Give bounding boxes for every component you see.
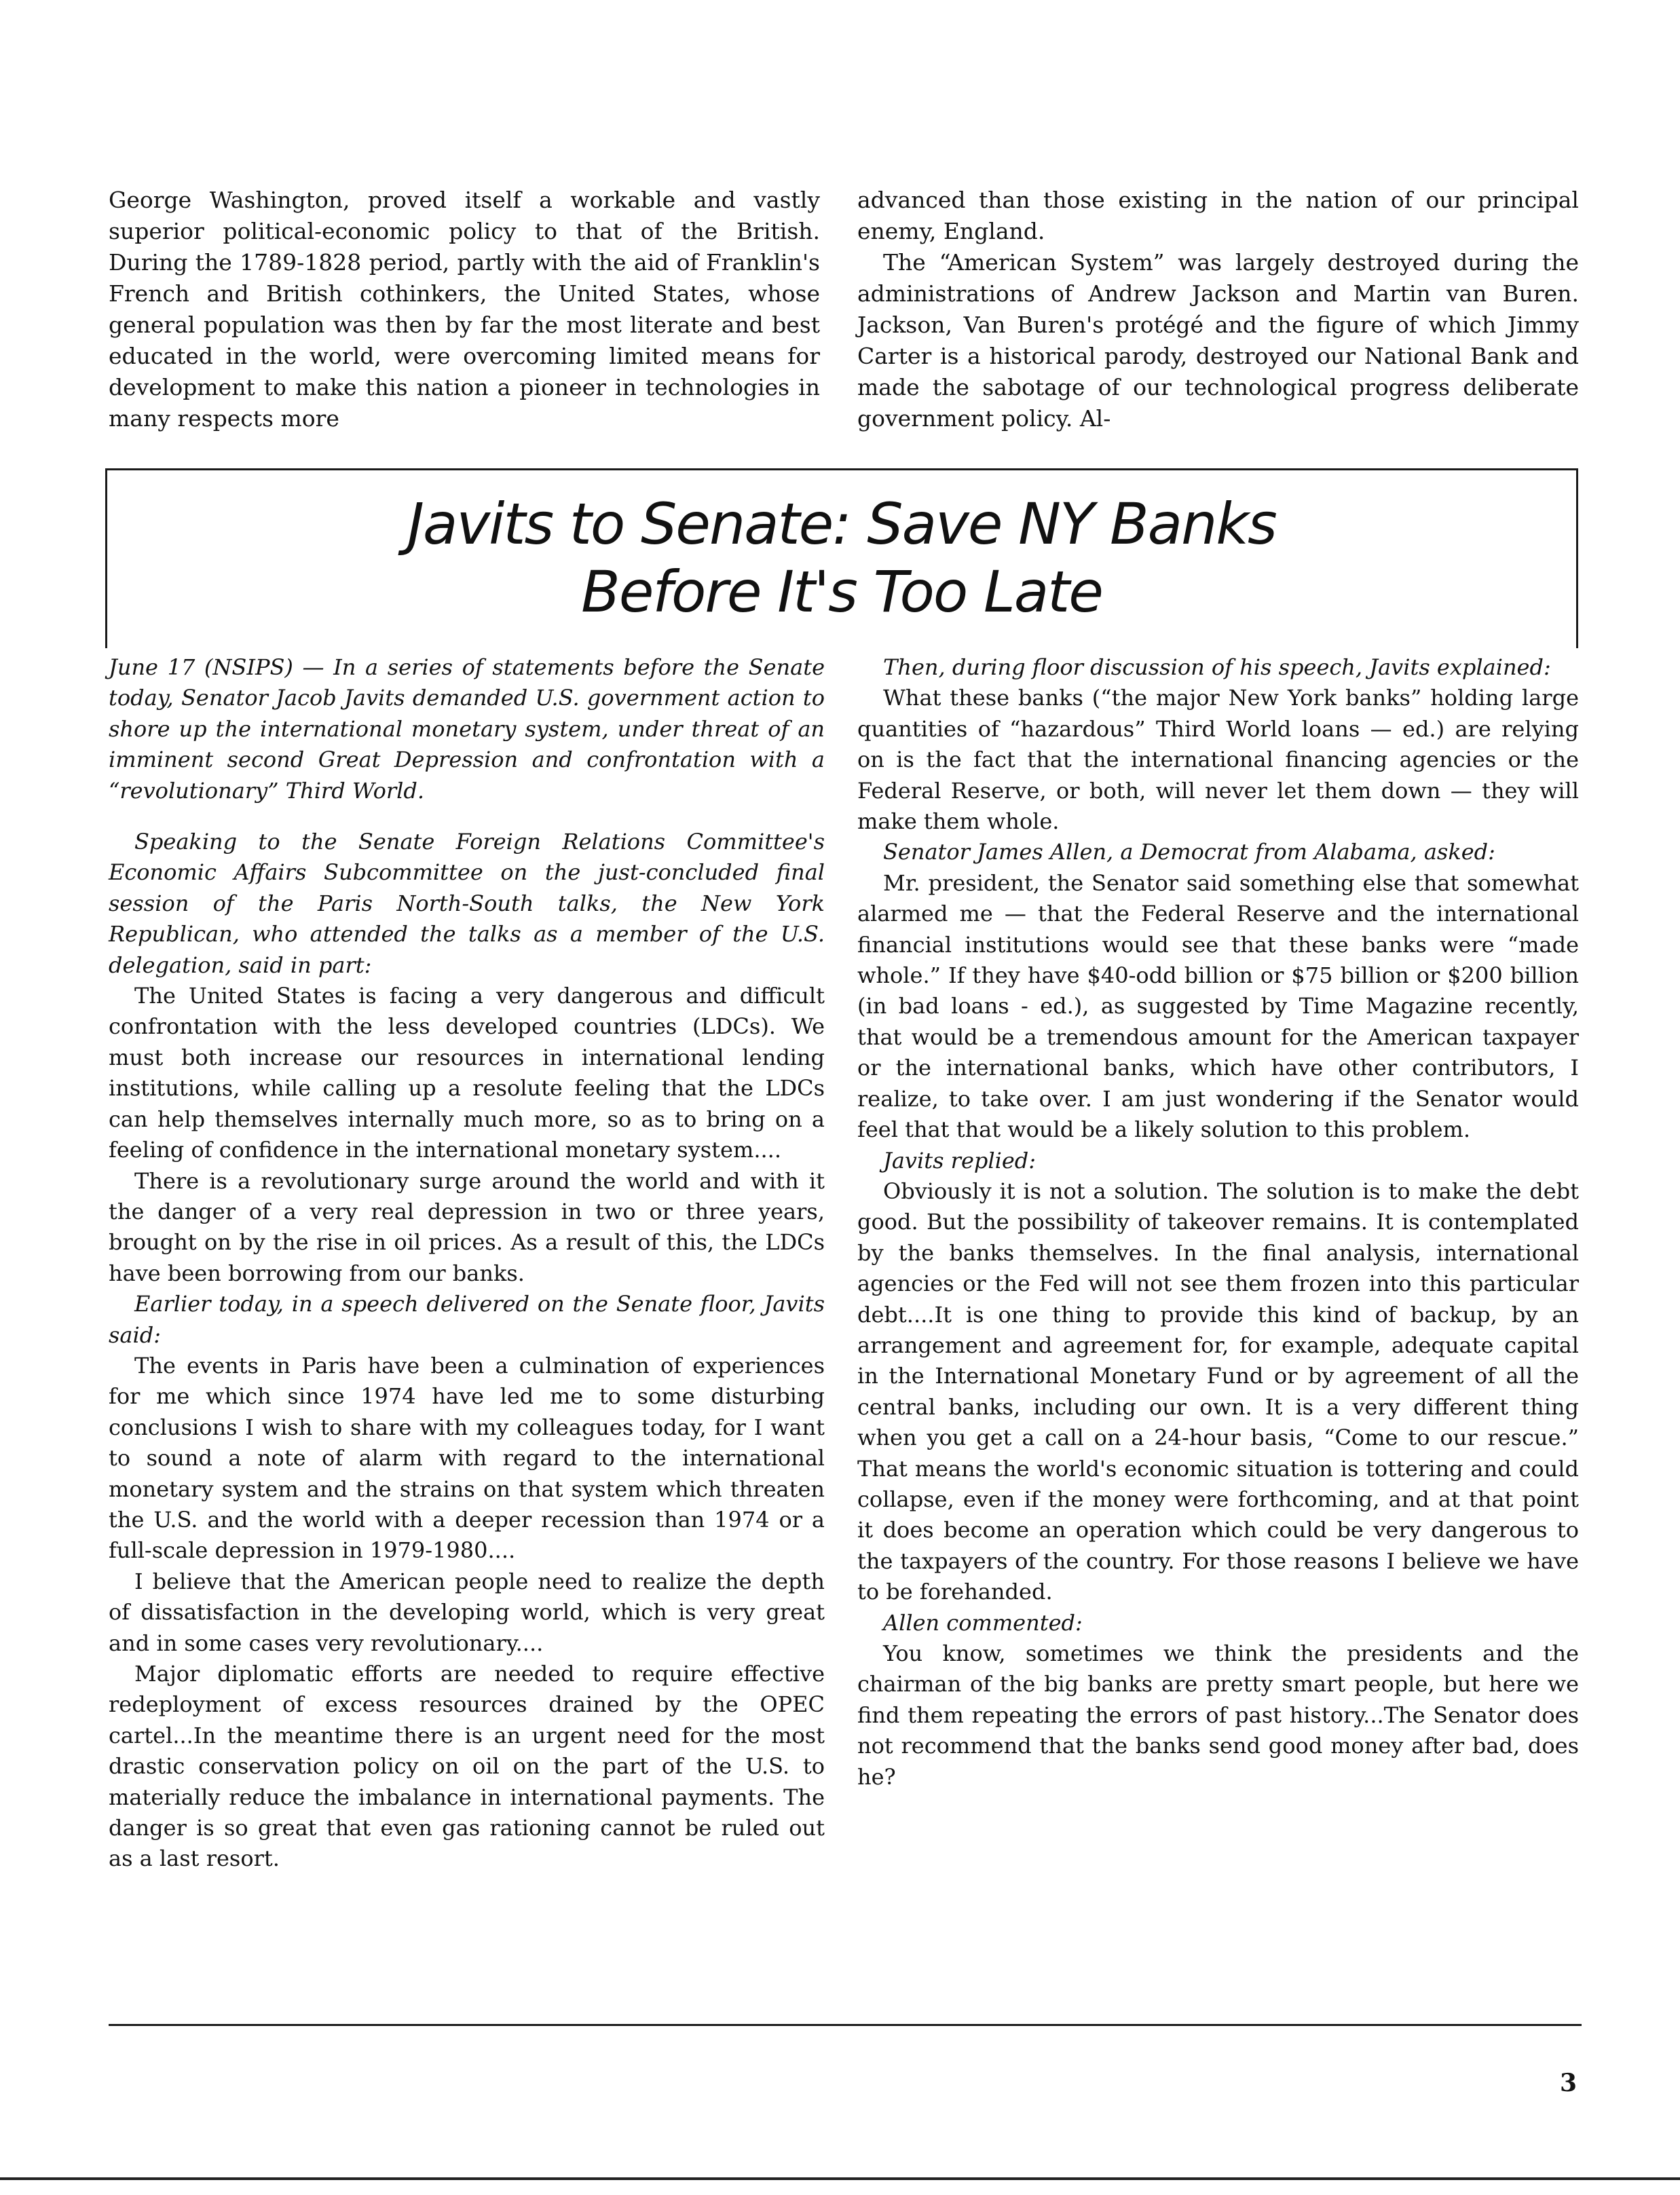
intro-paragraph: Speaking to the Senate Foreign Relations Committee's Economic Affairs Subcommittee on the just-concluded final session of the Paris North-South talks, the New York Republican, who attended the talks as a member of the U.S. delegation, said in part: — [109, 829, 825, 978]
continued-column-right — [857, 185, 1579, 434]
intro-paragraph: Earlier today, in a speech delivered on the Senate floor, Javits said: — [109, 1291, 825, 1348]
article-column-left — [109, 652, 825, 1875]
intro-paragraph: Senator James Allen, a Democrat from Alabama, asked: — [883, 839, 1495, 865]
quote-paragraph: I believe that the American people need to realize the depth of dissatisfaction in the developing world, which is very great and in some cases very revolutionary.... — [109, 1568, 825, 1656]
quote-paragraph: The United States is facing a very dangerous and difficult confrontation with the less developed countries (LDCs). We must both increase our resources in international lending institutions, while calling up a resolute feeling that the LDCs can help themselves internally much more, so as to bring on a feeling of confidence in the international monetary system.... — [109, 983, 825, 1163]
quote-paragraph: The events in Paris have been a culmination of experiences for me which since 1974 have led me to some disturbing conclusions I wish to share with my colleagues today, for I want to sound a note of alarm with regard to the international monetary system and the strains on that system which threaten the U.S. and the world with a deeper recession than 1974 or a full-scale depression in 1979-1980.... — [109, 1352, 825, 1564]
article-column-right — [857, 652, 1579, 1793]
continued-paragraph: The “American System” was largely destroyed during the administrations of Andrew Jackson and Martin van Buren. Jackson, Van Buren's protégé and the figure of which Jimmy Carter is a historical parody, destroyed our National Bank and made the sabotage of our technological progress deliberate government policy. Al- — [857, 249, 1579, 432]
quote-paragraph: Obviously it is not a solution. The solution is to make the debt good. But the possibility of takeover remains. It is contemplated by the banks themselves. In the final analysis, international agencies or the Fed will not see them frozen into this particular debt....It is one thing to provide this kind of backup, by an arrangement and agreement for, for example, adequate capital in the International Monetary Fund or by agreement of all the central banks, including our own. It is a very different thing when you get a call on a 24-hour basis, “Come to our rescue.” That means the world's economic situation is tottering and could collapse, even if the money were forthcoming, and at that point it does become an operation which could be very dangerous to the taxpayers of the country. For those reasons I believe we have to be forehanded. — [857, 1178, 1579, 1605]
page-number: 3 — [1560, 2069, 1578, 2097]
quote-paragraph: Mr. president, the Senator said something else that somewhat alarmed me — that the Federal Reserve and the international financial institutions would see that these banks were “made whole.” If they have $40-odd billion or $75 billion or $200 billion (in bad loans - ed.), as suggested by Time Magazine recently, that would be a tremendous amount for the American taxpayer or the international banks, which have other contributors, I realize, to take over. I am just wondering if the Senator would feel that that would be a likely solution to this problem. — [857, 869, 1579, 1143]
intro-paragraph: Then, during floor discussion of his speech, Javits explained: — [883, 654, 1551, 680]
continued-paragraph: advanced than those existing in the nation of our principal enemy, England. — [857, 187, 1579, 244]
headline-box — [105, 468, 1578, 648]
intro-paragraph: Allen commented: — [883, 1609, 1083, 1636]
quote-paragraph: Major diplomatic efforts are needed to require effective redeployment of excess resources drained by the OPEC cartel...In the meantime there is an urgent need for the most drastic conservation policy on oil on the part of the U.S. to materially reduce the imbalance in international payments. The danger is so great that even gas rationing cannot be ruled out as a last resort. — [109, 1661, 825, 1872]
quote-paragraph: There is a revolutionary surge around the world and with it the danger of a very real depression in two or three years, brought on by the rise in oil prices. As a result of this, the LDCs have been borrowing from our banks. — [109, 1167, 825, 1286]
continued-paragraph: George Washington, proved itself a workable and vastly superior political-economic policy to that of the British. During the 1789-1828 period, partly with the aid of Franklin's French and British cothinkers, the United States, whose general population was then by far the most literate and best educated in the world, were overcoming limited means for development to make this nation a pioneer in technologies in many respects more — [109, 187, 820, 432]
quote-paragraph: What these banks (“the major New York banks” holding large quantities of “hazardous” Third World loans — ed.) are relying on is the fact that the international financing agencies or the Federal Reserve, or both, will never let them down — they will make them whole. — [857, 685, 1579, 835]
scan-edge-line — [0, 2177, 1680, 2180]
lede-paragraph: June 17 (NSIPS) — In a series of statements before the Senate today, Senator Jacob Javits demanded U.S. government action to shore up the international monetary system, under threat of an imminent second Great Depression and confrontation with a “revolutionary” Third World. — [109, 654, 825, 804]
headline-line-1: Javits to Senate: Save NY Banks — [407, 491, 1276, 557]
intro-paragraph: Javits replied: — [883, 1147, 1037, 1174]
quote-paragraph: You know, sometimes we think the presidents and the chairman of the big banks are pretty smart people, but here we find them repeating the errors of past history...The Senator does not recommend that the banks send good money after bad, does he? — [857, 1640, 1579, 1790]
continued-column-left — [109, 185, 820, 434]
headline-line-2: Before It's Too Late — [581, 559, 1102, 625]
bottom-rule — [109, 2024, 1582, 2026]
